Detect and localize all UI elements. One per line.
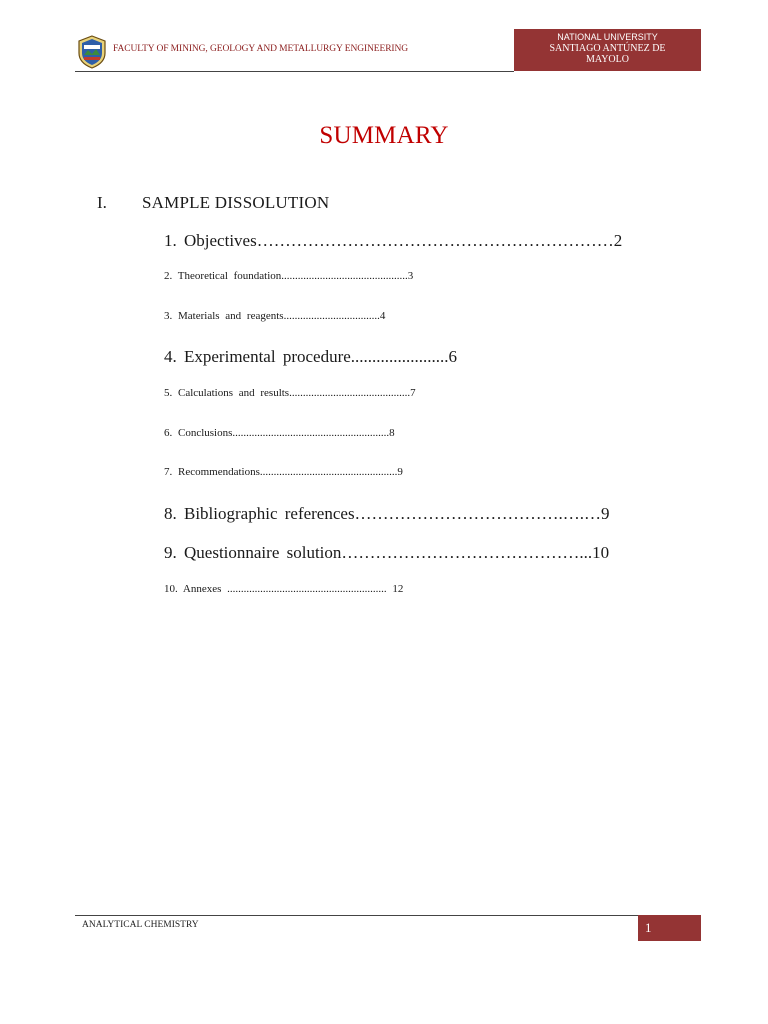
toc-entry-calculations[interactable]: 5. Calculations and results............................................7 (164, 387, 416, 399)
toc-entry-annexes[interactable]: 10. Annexes .......................................................... 12 (164, 583, 404, 595)
footer-course: ANALYTICAL CHEMISTRY (82, 920, 199, 930)
page-title: SUMMARY (319, 122, 449, 149)
page-number: 1 (638, 915, 701, 941)
toc-entry-materials[interactable]: 3. Materials and reagents...................................4 (164, 310, 386, 322)
university-name-box (514, 29, 701, 71)
university-line-1: NATIONAL UNIVERSITY (557, 32, 658, 42)
university-crest-icon (77, 35, 107, 69)
section-title: SAMPLE DISSOLUTION (142, 193, 330, 212)
toc-entry-conclusions[interactable]: 6. Conclusions.........................................................8 (164, 427, 395, 439)
faculty-name: FACULTY OF MINING, GEOLOGY AND METALLURGY ENGINEERING (113, 44, 409, 54)
header-divider (75, 71, 514, 72)
toc-entry-bibliography[interactable]: 8. Bibliographic references……………………………….….…9 (164, 504, 610, 523)
toc-entry-procedure[interactable]: 4. Experimental procedure.......................6 (164, 347, 458, 366)
toc-entry-recommendations[interactable]: 7. Recommendations..................................................9 (164, 466, 403, 478)
section-number: I. (97, 193, 107, 212)
toc-entry-theoretical[interactable]: 2. Theoretical foundation..............................................3 (164, 270, 414, 282)
toc-entry-questionnaire[interactable]: 9. Questionnaire solution……………………………………...10 (164, 543, 610, 562)
university-line-3: MAYOLO (586, 54, 629, 65)
toc-entry-objectives[interactable]: 1. Objectives………………………………………………………2 (164, 231, 623, 250)
footer-divider (75, 915, 639, 916)
university-line-2: SANTIAGO ANTÚNEZ DE (549, 43, 666, 54)
